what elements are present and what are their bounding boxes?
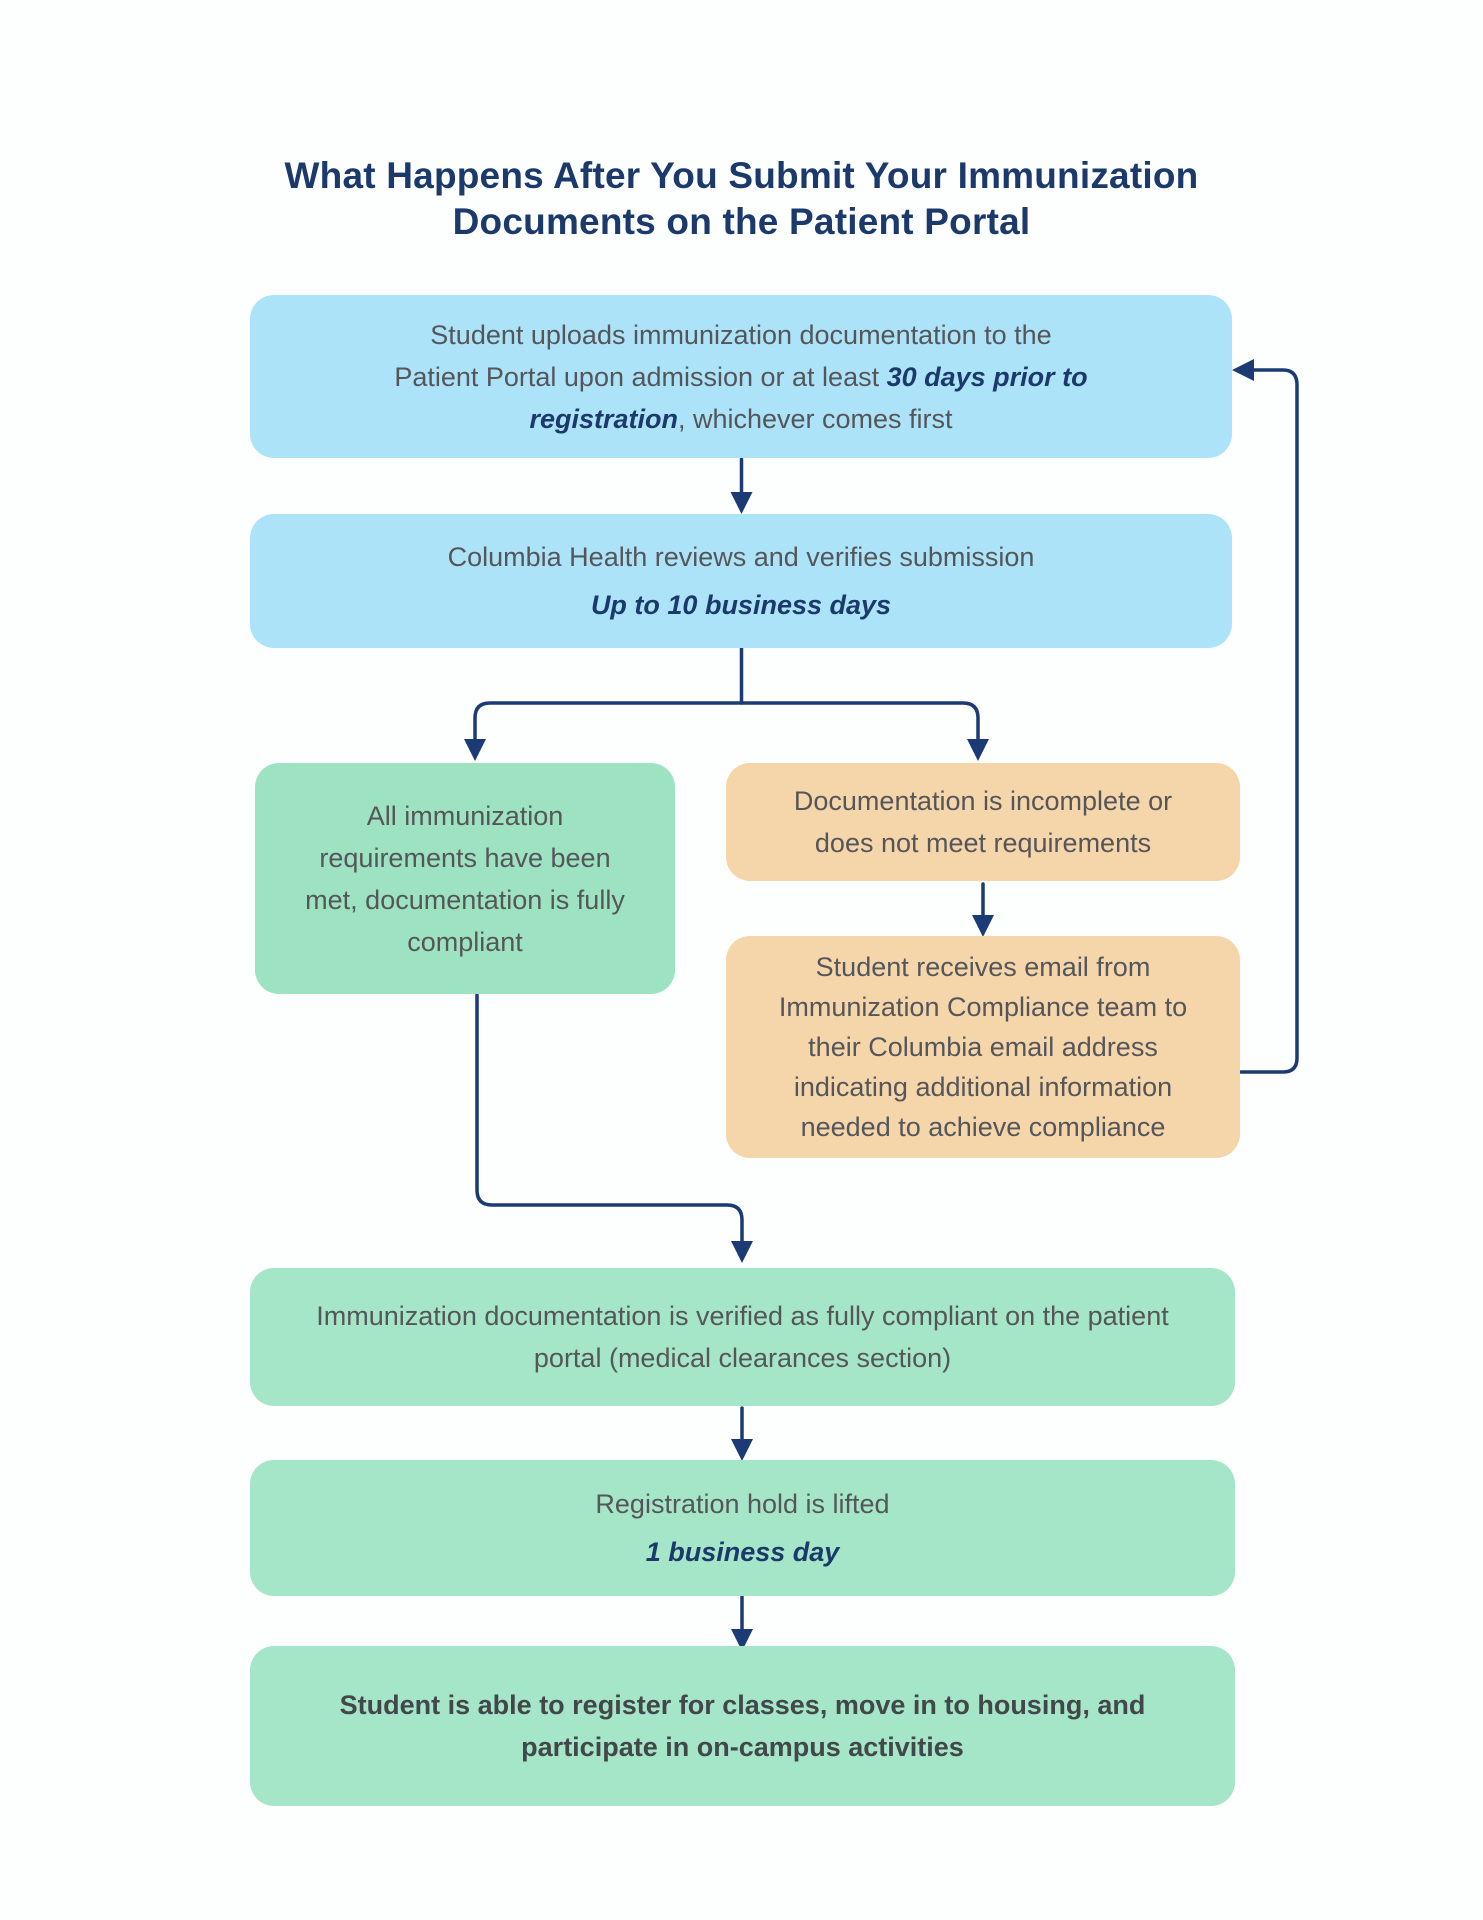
elbow-compliant-to-verified	[477, 995, 753, 1263]
branch-rail-review-to-outcomes	[464, 648, 989, 761]
hold-text: Registration hold is lifted	[595, 1489, 890, 1519]
review-text: Columbia Health reviews and verifies submission	[447, 542, 1035, 572]
email-text: Student receives email from Immunization Compliance team to their Columbia email address indicating additional information needed to achieve compliance	[778, 952, 1188, 1142]
page-title	[0, 153, 1483, 245]
page-title-line-1: What Happens After You Submit Your Immunization	[284, 154, 1199, 196]
node-documentation-incomplete	[726, 763, 1240, 881]
page-title-line-2: Documents on the Patient Portal	[452, 200, 1031, 242]
review-duration: Up to 10 business days	[590, 590, 892, 620]
node-health-review	[250, 514, 1232, 648]
upload-text-after: , whichever comes first	[677, 403, 953, 434]
arrow-upload-to-review	[731, 459, 753, 514]
node-registration-hold-lifted	[250, 1460, 1235, 1596]
node-upload-documents	[250, 295, 1232, 458]
node-student-can-register	[250, 1646, 1235, 1806]
hold-duration: 1 business day	[645, 1537, 840, 1567]
arrow-verified-to-hold	[731, 1408, 753, 1461]
register-text: Student is able to register for classes, move in to housing, and participate in on-campus activities	[339, 1690, 1146, 1762]
upload-deadline-emphasis: 30 days prior to registration	[529, 361, 1088, 434]
loopback-email-to-upload	[1232, 359, 1297, 1072]
node-upload-text	[391, 314, 1091, 440]
incomplete-text: Documentation is incomplete or does not meet requirements	[793, 786, 1173, 858]
arrow-hold-to-register	[731, 1597, 753, 1651]
node-compliance-email	[726, 936, 1240, 1158]
compliant-text: All immunization requirements have been met, documentation is fully compliant	[305, 800, 625, 957]
verified-text: Immunization documentation is verified as fully compliant on the patient portal (medical clearances section)	[316, 1301, 1169, 1373]
upload-text-before: Student uploads immunization documentation to the Patient Portal upon admission or at least	[394, 319, 1052, 392]
node-verified-on-portal	[250, 1268, 1235, 1406]
node-fully-compliant	[255, 763, 675, 994]
arrow-incomplete-to-email	[972, 884, 994, 937]
